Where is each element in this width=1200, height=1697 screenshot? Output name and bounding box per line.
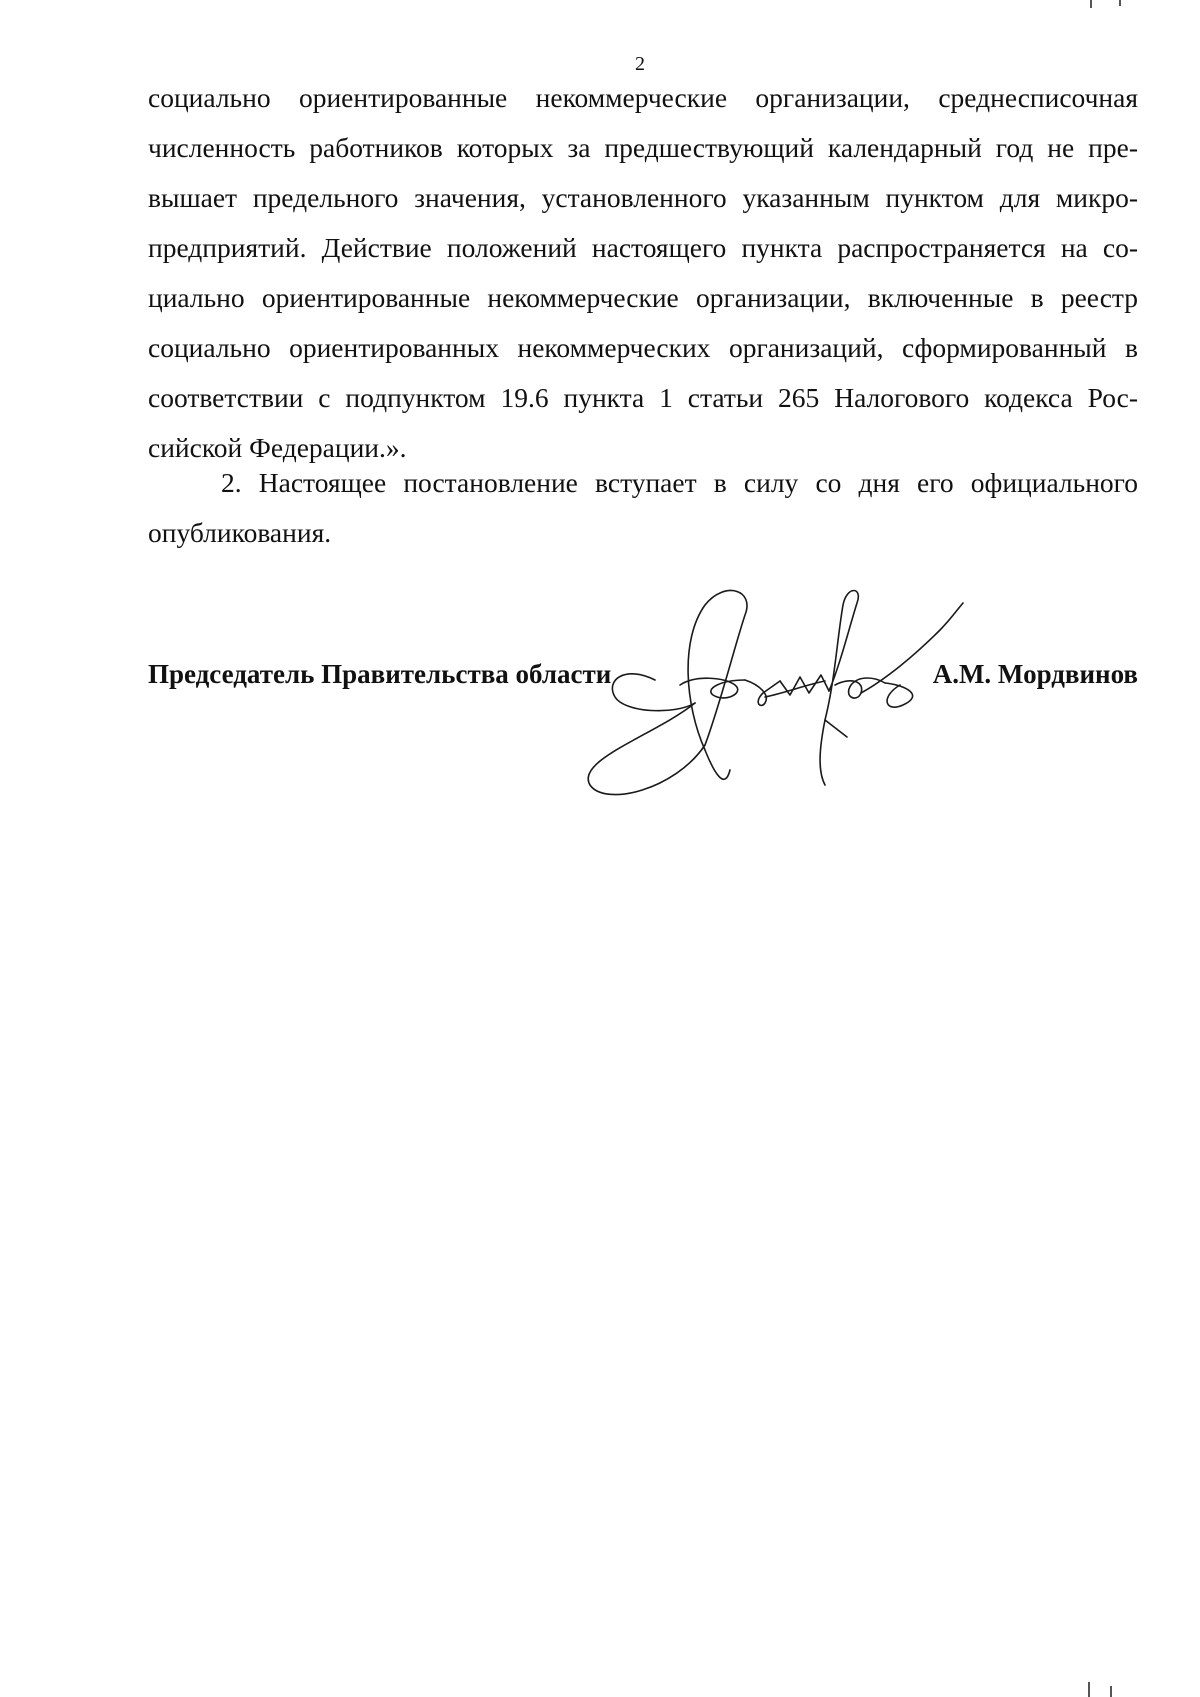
text-line: социально ориентированных некоммерческих организаций, сформированный в (148, 332, 1138, 363)
scan-mark (1110, 1686, 1112, 1697)
page-number: 2 (635, 53, 645, 75)
text-line: циально ориентированные некоммерческие организации, включенные в реестр (148, 282, 1138, 313)
text-line: вышает предельного значения, установленного указанным пунктом для микро- (148, 182, 1138, 213)
signatory-title: Председатель Правительства области (148, 659, 612, 689)
paragraph-item-2 (148, 458, 1138, 558)
text-line: соответствии с подпунктом 19.6 пункта 1 статьи 265 Налогового кодекса Рос- (148, 382, 1138, 413)
signatory-name: А.М. Мордвинов (932, 659, 1138, 689)
text-line: предприятий. Действие положений настоящего пункта распространяется на со- (148, 232, 1138, 263)
paragraph-continuation (148, 73, 1138, 473)
text-line: опубликования. (148, 517, 332, 548)
scan-mark (1090, 0, 1092, 8)
text-line: 2. Настоящее постановление вступает в силу со дня его официального (221, 467, 1138, 498)
handwritten-signature (585, 585, 995, 800)
scan-mark (1088, 1682, 1090, 1697)
text-line: сийской Федерации.». (148, 432, 407, 463)
text-line: численность работников которых за предшествующий календарный год не пре- (148, 132, 1138, 163)
scan-mark (1119, 0, 1121, 6)
text-line: социально ориентированные некоммерческие организации, среднесписочная (148, 82, 1138, 113)
